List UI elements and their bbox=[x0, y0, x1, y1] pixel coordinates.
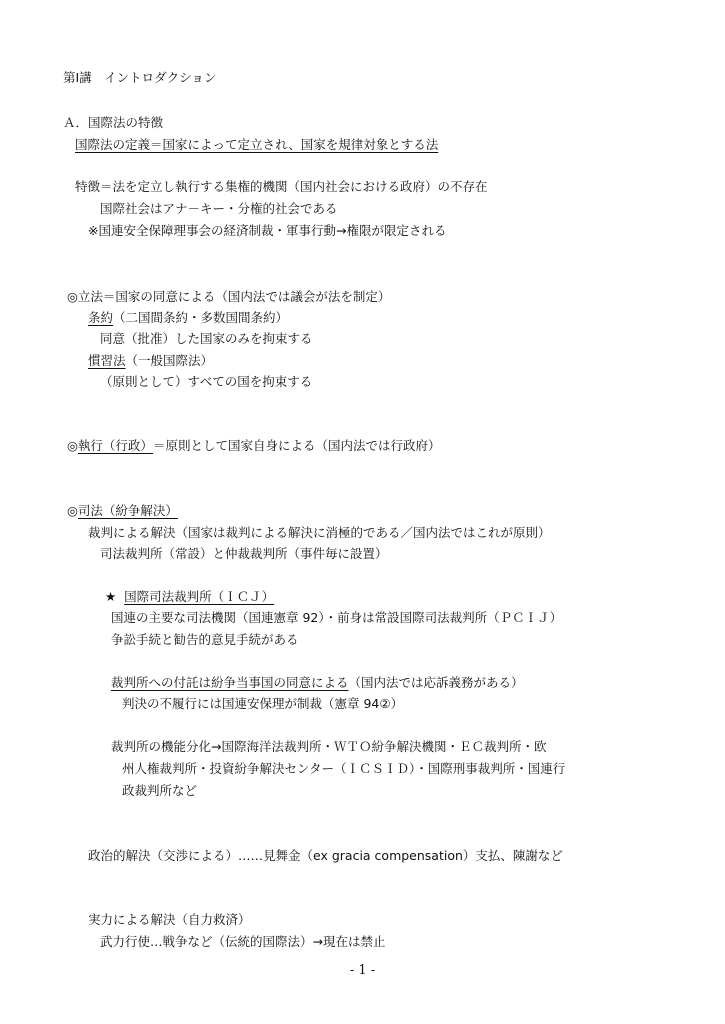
feature-line: 特徴＝法を定立し執行する集権的機関（国内社会における政府）の不存在 bbox=[75, 179, 488, 194]
treaty-line bbox=[88, 312, 288, 325]
treaty-term: 条約 bbox=[88, 310, 114, 325]
fragmentation-line-1: 裁判所の機能分化→国際海洋法裁判所・ＷＴＯ紛争解決機関・ＥＣ裁判所・欧 bbox=[111, 739, 547, 754]
custom-note: （原則として）すべての国を拘束する bbox=[100, 374, 313, 389]
icj-procedures: 争訟手続と勧告的意見手続がある bbox=[111, 632, 299, 647]
definition-line: 国際法の定義＝国家によって定立され、国家を規律対象とする法 bbox=[75, 137, 439, 152]
custom-term: 慣習法 bbox=[88, 353, 126, 368]
judiciary-term: 司法（紛争解決） bbox=[77, 503, 178, 518]
execution-prefix: ◎ bbox=[67, 438, 78, 453]
execution-detail: ＝原則として国家自身による（国内法では行政府） bbox=[152, 438, 441, 453]
execution-term: 執行（行政） bbox=[77, 438, 153, 453]
icj-term: 国際司法裁判所（ＩＣＪ） bbox=[124, 589, 275, 604]
courts-line: 司法裁判所（常設）と仲裁裁判所（事件毎に設置） bbox=[100, 546, 388, 561]
fragmentation-line-2: 州人権裁判所・投資紛争解決センター（ＩＣＳＩＤ）・国際刑事裁判所・国連行 bbox=[122, 761, 566, 776]
consent-line bbox=[111, 677, 524, 690]
treaty-note: 同意（批准）した国家のみを拘束する bbox=[100, 331, 313, 346]
security-council-note: ※国連安全保障理事会の経済制裁・軍事行動→権限が限定される bbox=[88, 223, 447, 238]
custom-detail: （一般国際法） bbox=[125, 353, 214, 368]
section-a-heading: Ａ．国際法の特徴 bbox=[63, 115, 164, 130]
political-settlement-line: 政治的解決（交渉による）……見舞金（ex gracia compensation）支払、陳謝など bbox=[88, 848, 563, 863]
lecture-title: 第Ⅰ講 イントロダクション bbox=[63, 70, 217, 85]
star-icon: ★ bbox=[105, 589, 117, 604]
icj-description: 国連の主要な司法機関（国連憲章 92）・前身は常設国際司法裁判所（ＰＣＩＪ） bbox=[111, 610, 563, 625]
legislation-heading: ◎立法＝国家の同意による（国内法では議会が法を制定） bbox=[67, 289, 391, 304]
force-line: 実力による解決（自力救済） bbox=[88, 912, 251, 927]
judiciary-heading bbox=[67, 505, 178, 518]
custom-line bbox=[88, 355, 213, 368]
judicial-settlement-line: 裁判による解決（国家は裁判による解決に消極的である／国内法ではこれが原則） bbox=[88, 525, 551, 540]
page-number: - 1 - bbox=[349, 963, 376, 978]
consent-detail: （国内法では応訴義務がある） bbox=[348, 675, 524, 690]
icj-heading bbox=[105, 591, 274, 604]
sanction-line: 判決の不履行には国連安保理が制裁（憲章 94②） bbox=[122, 696, 404, 711]
consent-term: 裁判所への付託は紛争当事国の同意による bbox=[111, 675, 349, 690]
execution-line bbox=[67, 440, 440, 453]
force-note: 武力行使…戦争など（伝統的国際法）→現在は禁止 bbox=[100, 934, 386, 949]
anarchy-line: 国際社会はアナ－キー・分権的社会である bbox=[100, 201, 338, 216]
judiciary-prefix: ◎ bbox=[67, 503, 78, 518]
fragmentation-line-3: 政裁判所など bbox=[122, 783, 198, 798]
treaty-detail: （二国間条約・多数国間条約） bbox=[113, 310, 289, 325]
